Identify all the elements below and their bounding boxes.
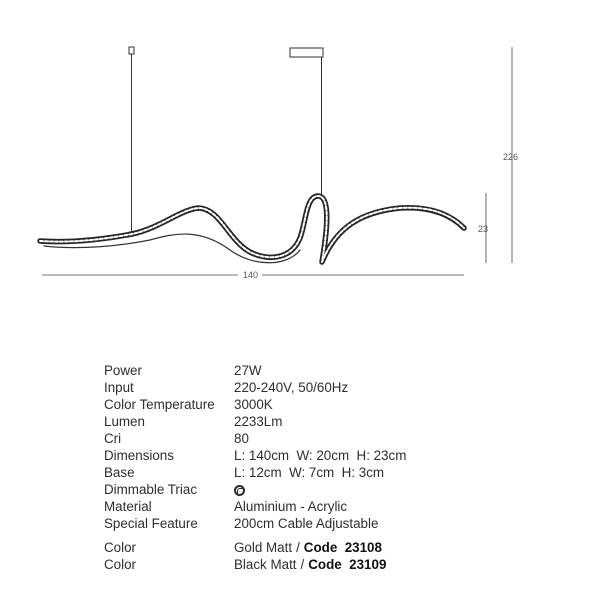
spec-value: L: 140cm W: 20cm H: 23cm <box>234 448 407 463</box>
spec-label: Lumen <box>104 414 145 429</box>
dim-label-total-height: 226 <box>503 152 519 162</box>
spec-label: Power <box>104 363 142 378</box>
spacer-row <box>104 532 406 539</box>
ceiling-base <box>290 48 323 57</box>
spec-row-cri <box>104 430 406 447</box>
product-code: Code 23109 <box>308 557 387 572</box>
spec-table <box>104 362 406 573</box>
pendant-ribbon <box>40 196 464 263</box>
spec-row-power <box>104 362 406 379</box>
color-value <box>234 556 406 573</box>
spec-label: Material <box>104 499 152 514</box>
dimmable-icon <box>234 485 245 496</box>
spec-value: Aluminium - Acrylic <box>234 499 348 514</box>
product-code: Code 23108 <box>303 540 382 555</box>
spec-row-dimensions <box>104 447 406 464</box>
color-row-black <box>104 556 406 573</box>
spec-row-input <box>104 379 406 396</box>
spec-label: Input <box>104 380 134 395</box>
color-label: Color <box>104 557 136 572</box>
color-row-gold <box>104 539 406 556</box>
spec-label: Dimmable Triac <box>104 482 198 497</box>
spec-value: 3000K <box>234 397 273 412</box>
color-separator: / <box>300 557 305 572</box>
spec-row-material <box>104 498 406 515</box>
dim-label-length: 140 <box>243 270 259 280</box>
spec-value: 220-240V, 50/60Hz <box>234 380 349 395</box>
left-ceiling-clip <box>129 47 134 54</box>
spec-label: Color Temperature <box>104 397 215 412</box>
spec-row-dimmable <box>104 481 406 498</box>
color-separator: / <box>296 540 300 555</box>
spec-label: Dimensions <box>104 448 174 463</box>
spec-value: L: 12cm W: 7cm H: 3cm <box>234 465 385 480</box>
spec-value: 27W <box>234 363 262 378</box>
spec-value: 80 <box>234 431 249 446</box>
spec-row-base <box>104 464 406 481</box>
spec-row-color-temperature <box>104 396 406 413</box>
spec-value <box>234 481 406 498</box>
color-finish: Gold Matt <box>234 540 293 555</box>
spec-label: Special Feature <box>104 516 198 531</box>
color-label: Color <box>104 540 136 555</box>
spec-value: 200cm Cable Adjustable <box>234 516 379 531</box>
spec-label: Cri <box>104 431 122 446</box>
spec-value: 2233Lm <box>234 414 283 429</box>
spec-row-lumen <box>104 413 406 430</box>
color-value <box>234 539 406 556</box>
color-finish: Black Matt <box>234 557 297 572</box>
spec-row-special-feature <box>104 515 406 532</box>
spec-label: Base <box>104 465 135 480</box>
dim-label-body-height: 23 <box>478 224 489 234</box>
